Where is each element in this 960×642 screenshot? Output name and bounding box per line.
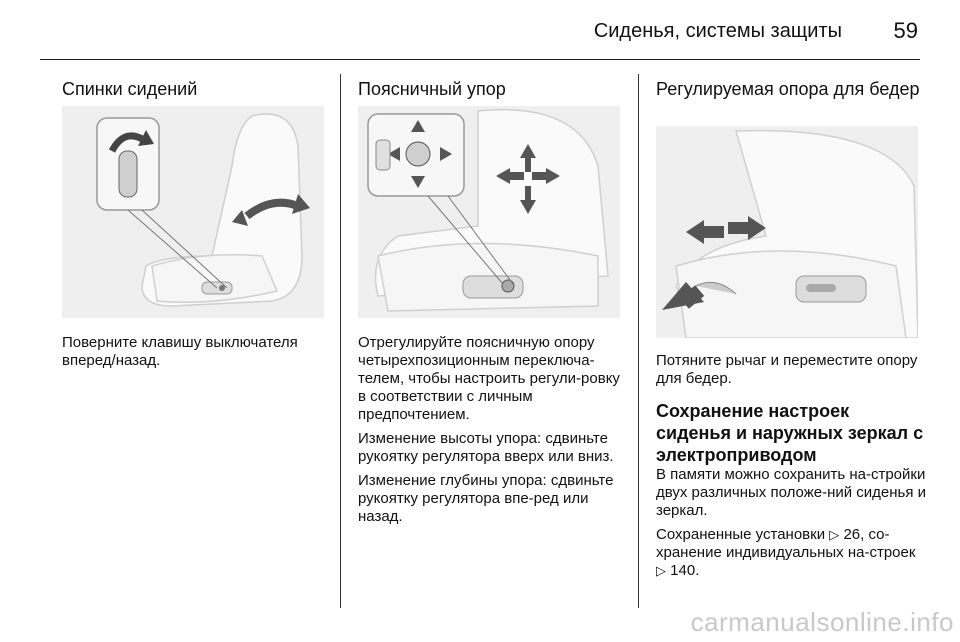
section-heading-thigh-support: Регулируемая опора для бедер [656, 79, 920, 99]
page-header [40, 0, 920, 60]
triangle-reference-icon: ▷ [656, 563, 666, 578]
seatback-figure [62, 106, 324, 318]
thigh-support-text [656, 352, 926, 586]
watermark: carmanualsonline.info [690, 607, 954, 637]
triangle-reference-icon: ▷ [829, 527, 840, 542]
thigh-support-instruction: Потяните рычаг и переместите опору для бедер. [656, 352, 918, 387]
thigh-support-figure [656, 126, 918, 338]
section-heading-lumbar: Поясничный упор [358, 79, 506, 99]
page-number: 59 [893, 18, 918, 43]
memory-heading: Сохранение настроек сиденья и наружных зеркал с электроприводом [656, 401, 924, 465]
seatback-instruction: Поверните клавишу выключателя вперед/назад. [62, 334, 298, 369]
lumbar-paragraph-3: Изменение глубины упора: сдвиньте рукоятку регулятора впе-ред или назад. [358, 472, 614, 525]
lumbar-text [358, 334, 630, 532]
memory-paragraph-1: В памяти можно сохранить на-стройки двух различных положе-ний сиденья и зеркал. [656, 466, 927, 519]
lumbar-paragraph-2: Изменение высоты упора: сдвиньте рукоятку регулятора вверх или вниз. [358, 430, 614, 465]
header-title: Сиденья, системы защиты [593, 20, 842, 42]
memory-ref-prefix: Сохраненные установки [656, 526, 826, 543]
memory-ref-page-2[interactable]: 140. [670, 562, 700, 579]
column-divider-2 [638, 74, 639, 608]
column-divider-1 [340, 74, 341, 608]
seatback-text [62, 334, 332, 376]
column-thigh-support [656, 76, 922, 100]
lumbar-figure [358, 106, 620, 318]
memory-ref-page-1[interactable]: 26, со-хранение индивидуальных на-строек [656, 526, 916, 561]
section-heading-seatback: Спинки сидений [62, 79, 198, 99]
memory-paragraph-2 [656, 526, 926, 580]
lumbar-paragraph-1: Отрегулируйте поясничную опору четырехпозиционным переключа-телем, чтобы настроить регули-ровку в соответствии с личным предпочтением. [358, 334, 620, 423]
column-seatback [62, 76, 330, 100]
column-lumbar [358, 76, 626, 100]
